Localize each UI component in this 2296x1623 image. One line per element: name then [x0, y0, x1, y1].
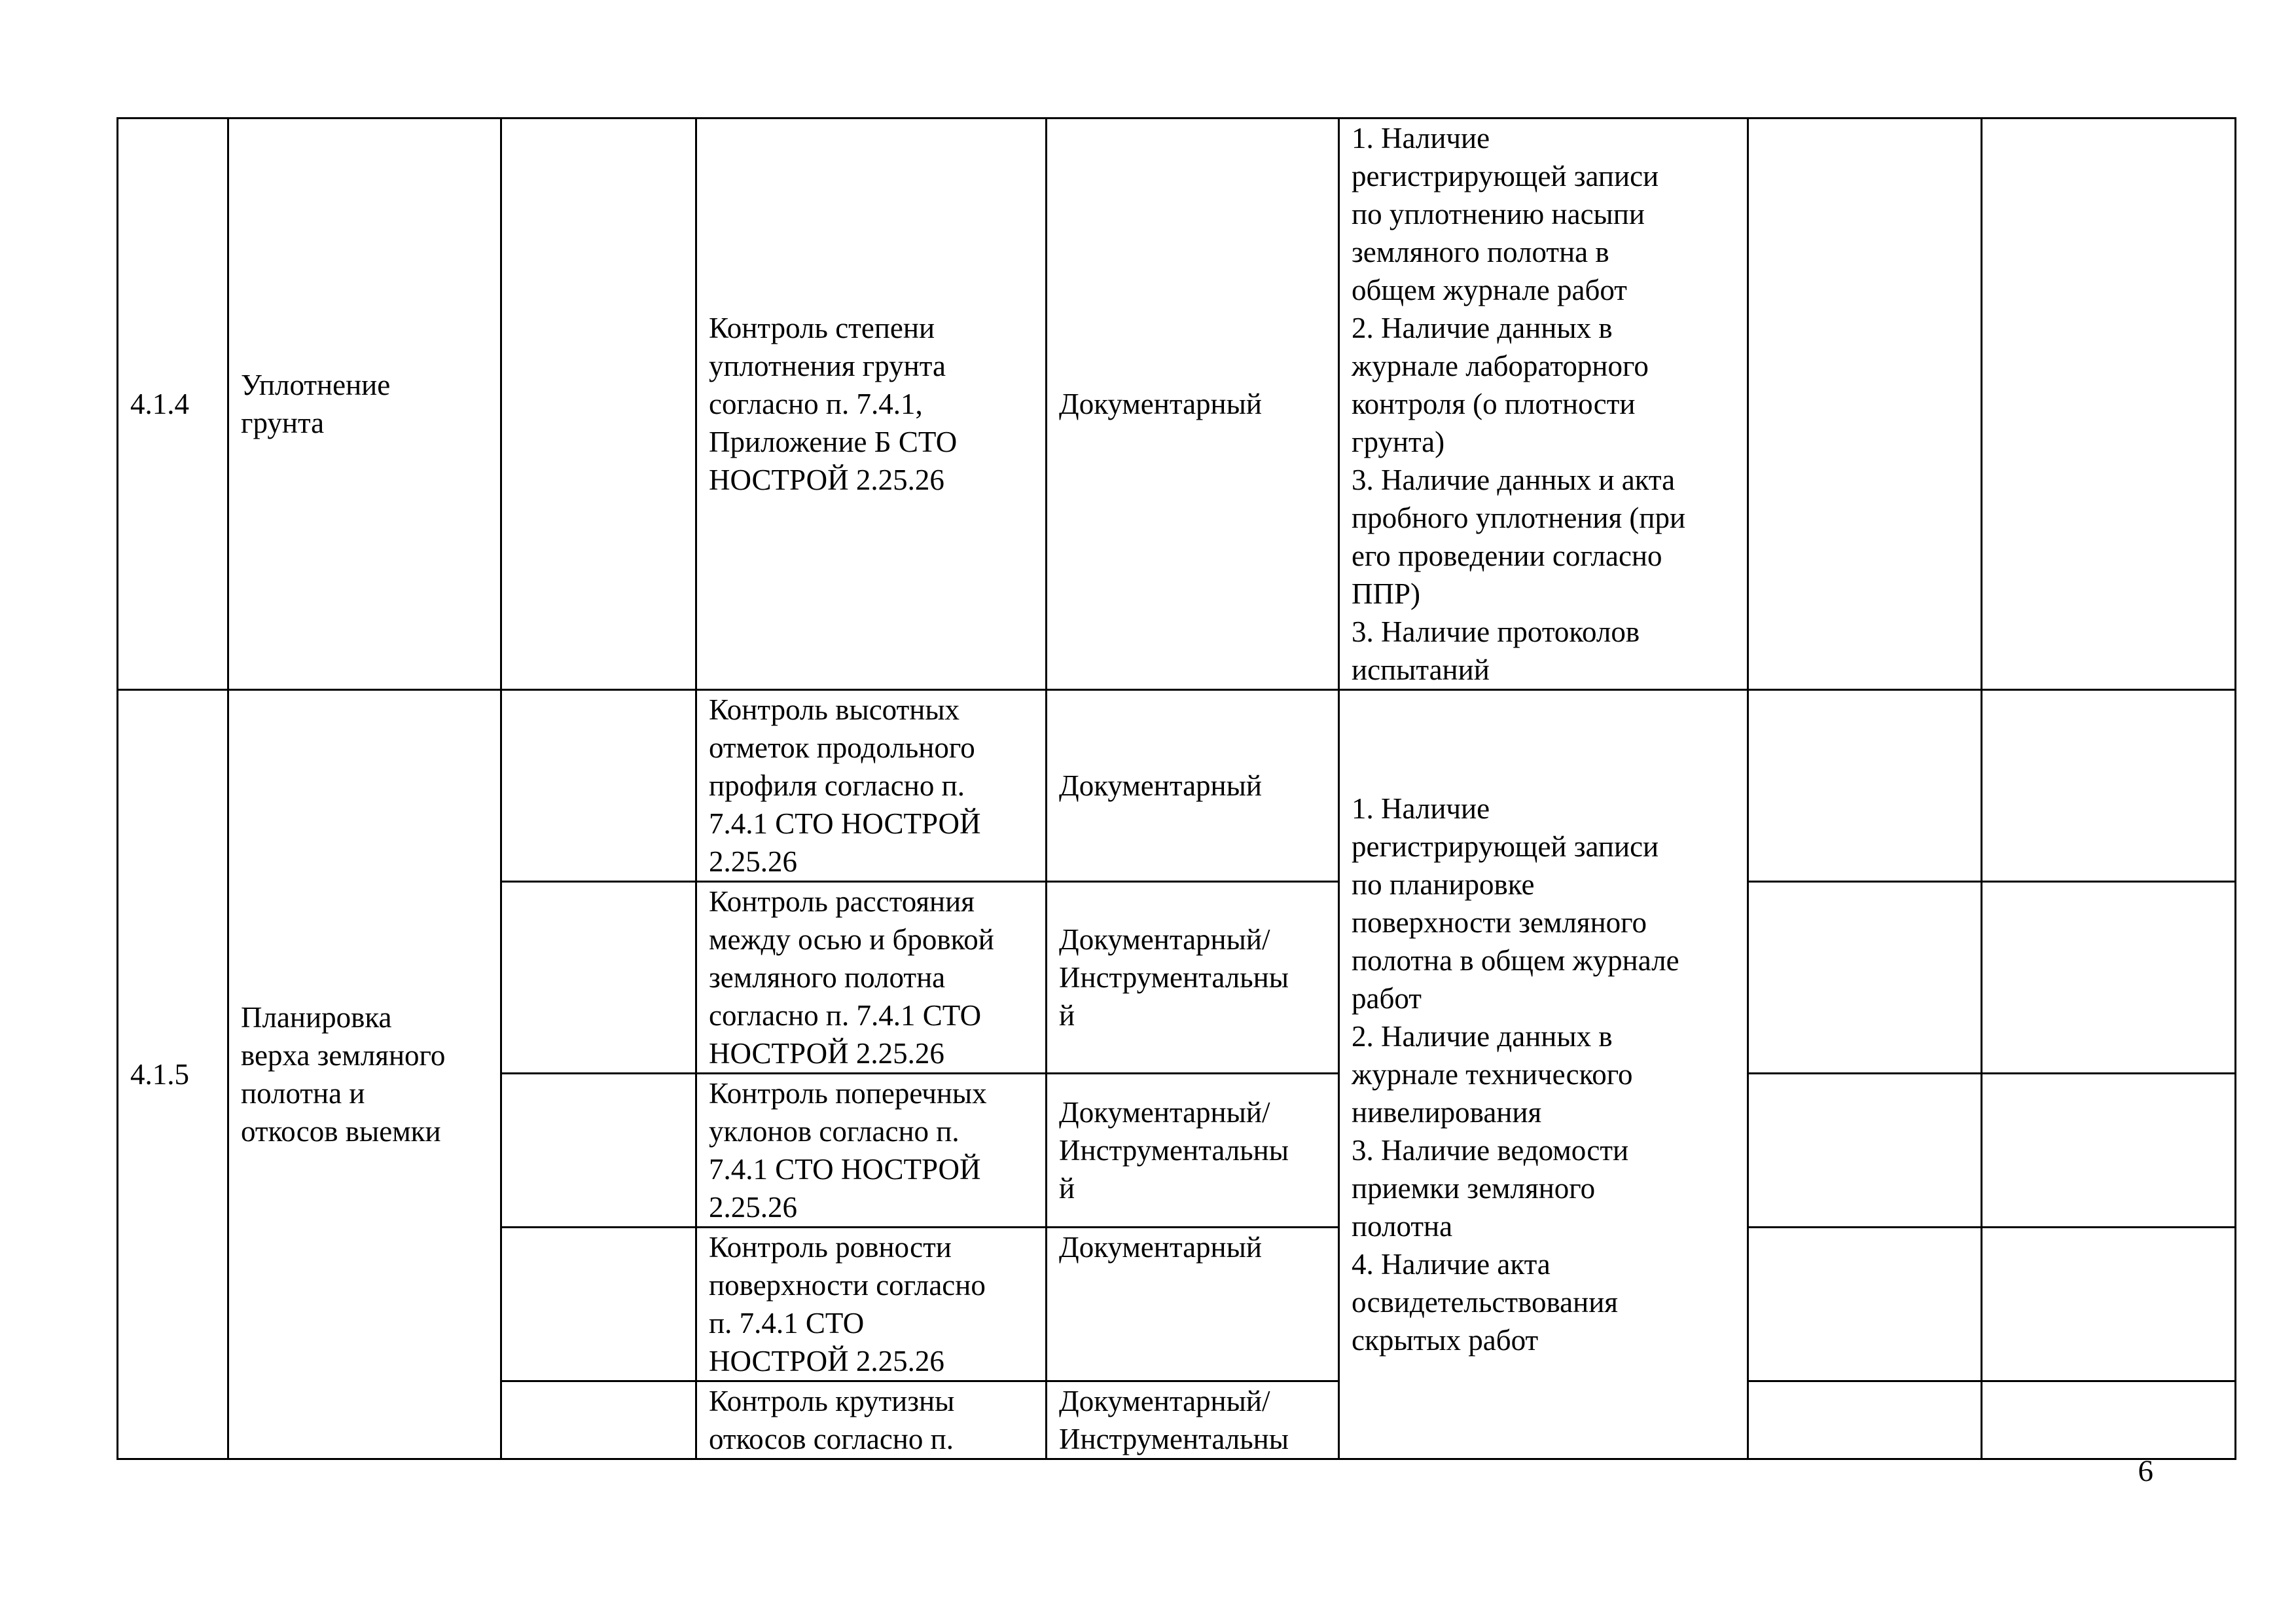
row-number: 4.1.4 [130, 388, 189, 420]
documents-text: 1. Наличие регистрирующей записи по планировке поверхности земляного полотна в общем журнале работ 2. Наличие данных в журнале технического нивелирования 3. Наличие ведомости приемки земляного полотна 4. Наличие акта освидетельствования скрытых работ [1352, 792, 1679, 1357]
empty-cell [1748, 1381, 1982, 1459]
control-cell [696, 1381, 1047, 1459]
empty-cell [1982, 1074, 2236, 1228]
row-number-cell [118, 119, 228, 690]
empty-cell [1748, 1228, 1982, 1381]
page-number: 6 [2138, 1454, 2153, 1488]
empty-cell [501, 1381, 696, 1459]
control-text: Контроль степени уплотнения грунта согласно п. 7.4.1, Приложение Б СТО НОСТРОЙ 2.25.26 [709, 312, 958, 496]
work-name-cell [228, 119, 501, 690]
method-cell [1047, 690, 1339, 882]
control-text: Контроль поперечных уклонов согласно п. 7.4.1 СТО НОСТРОЙ 2.25.26 [709, 1077, 987, 1224]
empty-cell [1982, 690, 2236, 882]
method-text: Документарный/ Инструментальны [1059, 1385, 1289, 1455]
documents-cell [1339, 690, 1748, 1459]
inspection-table [117, 117, 2236, 1460]
table-row-4-1-4 [118, 119, 2236, 690]
method-cell [1047, 882, 1339, 1074]
method-cell [1047, 1074, 1339, 1228]
empty-cell [1982, 1228, 2236, 1381]
empty-cell [1748, 690, 1982, 882]
control-text: Контроль ровности поверхности согласно п. 7.4.1 СТО НОСТРОЙ 2.25.26 [709, 1231, 986, 1377]
row-number: 4.1.5 [130, 1058, 189, 1091]
control-text: Контроль расстояния между осью и бровкой земляного полотна согласно п. 7.4.1 СТО НОСТРОЙ 2.25.26 [709, 885, 994, 1070]
control-cell [696, 1228, 1047, 1381]
method-text: Документарный/ Инструментальны й [1059, 923, 1289, 1032]
control-cell [696, 882, 1047, 1074]
control-text: Контроль крутизны откосов согласно п. [709, 1385, 955, 1455]
method-cell [1047, 1228, 1339, 1381]
empty-cell [1748, 1074, 1982, 1228]
table-row-4-1-5 [118, 690, 2236, 882]
row-number-cell [118, 690, 228, 1459]
empty-cell [1982, 1381, 2236, 1459]
work-name: Планировка верха земляного полотна и откосов выемки [241, 1001, 446, 1148]
control-text: Контроль высотных отметок продольного профиля согласно п. 7.4.1 СТО НОСТРОЙ 2.25.26 [709, 693, 981, 878]
method-text: Документарный [1059, 769, 1262, 802]
empty-cell [501, 1074, 696, 1228]
work-name: Уплотнение грунта [241, 369, 391, 439]
work-name-cell [228, 690, 501, 1459]
empty-cell [501, 119, 696, 690]
documents-text: 1. Наличие регистрирующей записи по уплотнению насыпи земляного полотна в общем журнале работ 2. Наличие данных в журнале лабораторного контроля (о плотности грунта) 3. Наличие данных и акта пробного уплотнения (при его проведении согласно ППР) 3. Наличие протоколов испытаний [1352, 122, 1686, 686]
empty-cell [1748, 119, 1982, 690]
control-cell [696, 690, 1047, 882]
method-cell [1047, 1381, 1339, 1459]
method-cell [1047, 119, 1339, 690]
control-cell [696, 119, 1047, 690]
empty-cell [501, 1228, 696, 1381]
control-cell [696, 1074, 1047, 1228]
empty-cell [1982, 119, 2236, 690]
empty-cell [1982, 882, 2236, 1074]
empty-cell [501, 882, 696, 1074]
empty-cell [501, 690, 696, 882]
documents-cell [1339, 119, 1748, 690]
empty-cell [1748, 882, 1982, 1074]
method-text: Документарный [1059, 1231, 1262, 1264]
method-text: Документарный/ Инструментальны й [1059, 1096, 1289, 1205]
method-text: Документарный [1059, 388, 1262, 420]
